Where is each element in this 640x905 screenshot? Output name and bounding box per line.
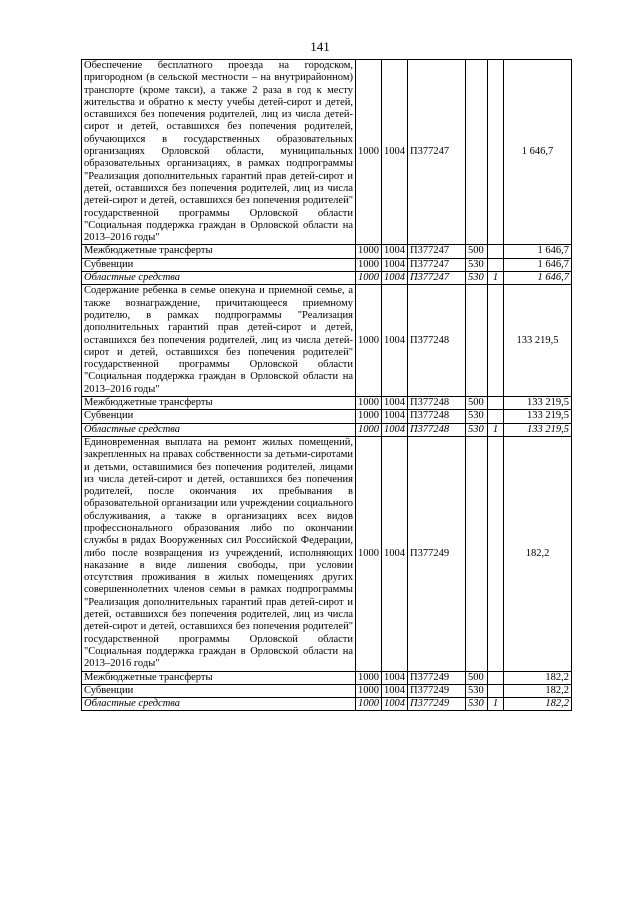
table-row [82, 245, 572, 258]
section-code: 1000 [356, 285, 382, 397]
target-code: П377249 [408, 698, 466, 711]
subsection-code: 1004 [382, 698, 408, 711]
table-row [82, 436, 572, 671]
amount: 1 646,7 [504, 272, 572, 285]
target-code: П377247 [408, 60, 466, 245]
row-description: Обеспечение бесплатного проезда на городском, пригородном (в сельской местности – на внутрирайонном) транспорте (кроме такси), а также 2 раза в год к месту жительства и обратно к месту учебы детей-сирот и детей, оставшихся без попечения родителей, лиц из числа детей-сирот и детей, оставшихся без попечения родителей, обучающихся в государственных образовательных организациях Орловской области, муниципальных образовательных организациях, в рамках подпрограммы "Реализация дополнительных гарантий прав детей-сирот и детей, оставшихся без попечения родителей, лиц из числа детей-сирот и детей, оставшихся без попечения родителей" государственной программы Орловской области "Социальная поддержка граждан в Орловской области на 2013–2016 годы" [82, 60, 356, 245]
source-code [488, 671, 504, 684]
section-code: 1000 [356, 698, 382, 711]
amount: 1 646,7 [504, 258, 572, 271]
amount: 133 219,5 [504, 410, 572, 423]
table-row [82, 671, 572, 684]
section-code: 1000 [356, 684, 382, 697]
subsection-code: 1004 [382, 436, 408, 671]
source-code [488, 397, 504, 410]
subsection-code: 1004 [382, 245, 408, 258]
row-name: Межбюджетные трансферты [82, 671, 356, 684]
expense-type: 500 [466, 245, 488, 258]
amount: 182,2 [504, 684, 572, 697]
source-code [488, 684, 504, 697]
table-row [82, 423, 572, 436]
subsection-code: 1004 [382, 684, 408, 697]
target-code: П377248 [408, 423, 466, 436]
amount: 1 646,7 [504, 245, 572, 258]
row-name: Субвенции [82, 684, 356, 697]
table-row [82, 258, 572, 271]
table-row [82, 684, 572, 697]
page-number: 141 [310, 39, 330, 54]
subsection-code: 1004 [382, 272, 408, 285]
subsection-code: 1004 [382, 258, 408, 271]
section-code: 1000 [356, 397, 382, 410]
section-code: 1000 [356, 671, 382, 684]
expense-type: 530 [466, 423, 488, 436]
expense-type: 500 [466, 397, 488, 410]
target-code: П377247 [408, 245, 466, 258]
expense-type: 530 [466, 410, 488, 423]
target-code: П377247 [408, 258, 466, 271]
table-row [82, 60, 572, 245]
expense-type: 530 [466, 684, 488, 697]
source-code: 1 [488, 423, 504, 436]
source-code [488, 245, 504, 258]
source-code [488, 60, 504, 245]
row-name: Субвенции [82, 410, 356, 423]
table-row [82, 285, 572, 397]
table-row [82, 410, 572, 423]
subsection-code: 1004 [382, 410, 408, 423]
section-code: 1000 [356, 258, 382, 271]
subsection-code: 1004 [382, 60, 408, 245]
row-name: Областные средства [82, 423, 356, 436]
amount: 133 219,5 [504, 285, 572, 397]
section-code: 1000 [356, 436, 382, 671]
amount: 133 219,5 [504, 397, 572, 410]
row-name: Межбюджетные трансферты [82, 397, 356, 410]
table-row [82, 397, 572, 410]
table-row [82, 698, 572, 711]
row-description: Содержание ребенка в семье опекуна и приемной семье, а также вознаграждение, причитающееся приемному родителю, в рамках подпрограммы "Реализация дополнительных гарантий прав детей-сирот и детей, оставшихся без попечения родителей, лиц из числа детей-сирот и детей, оставшихся без попечения родителей" государственной программы Орловской области "Социальная поддержка граждан в Орловской области на 2013–2016 годы" [82, 285, 356, 397]
section-code: 1000 [356, 245, 382, 258]
row-name: Областные средства [82, 272, 356, 285]
source-code [488, 436, 504, 671]
section-code: 1000 [356, 410, 382, 423]
expense-type [466, 436, 488, 671]
subsection-code: 1004 [382, 285, 408, 397]
target-code: П377249 [408, 671, 466, 684]
row-name: Областные средства [82, 698, 356, 711]
expense-type: 530 [466, 272, 488, 285]
amount: 182,2 [504, 671, 572, 684]
row-name: Субвенции [82, 258, 356, 271]
expense-type [466, 285, 488, 397]
source-code [488, 258, 504, 271]
target-code: П377249 [408, 684, 466, 697]
target-code: П377249 [408, 436, 466, 671]
row-description: Единовременная выплата на ремонт жилых помещений, закрепленных на правах собственности за детьми-сиротами и детьми, оставшимися без попечения родителей, лицами из числа детей-сирот и детей, оставшихся без попечения родителей, после окончания их пребывания в образовательной организации или учреждении социального обслуживания, а также в организациях всех видов профессионального образования либо по окончании службы в рядах Вооруженных сил Российской Федерации, либо после возвращения из учреждений, исполняющих наказание в виде лишения свободы, при условии отсутствия проживания в жилых помещениях других совершеннолетних членов семьи в рамках подпрограммы "Реализация дополнительных гарантий прав детей-сирот и детей, оставшихся без попечения родителей, лиц из числа детей-сирот и детей, оставшихся без попечения родителей" государственной программы Орловской области "Социальная поддержка граждан в Орловской области на 2013–2016 годы" [82, 436, 356, 671]
source-code: 1 [488, 272, 504, 285]
table-row [82, 272, 572, 285]
source-code [488, 410, 504, 423]
target-code: П377248 [408, 285, 466, 397]
source-code [488, 285, 504, 397]
section-code: 1000 [356, 423, 382, 436]
section-code: 1000 [356, 60, 382, 245]
expense-type [466, 60, 488, 245]
expense-type: 530 [466, 258, 488, 271]
budget-table [81, 59, 572, 711]
subsection-code: 1004 [382, 671, 408, 684]
expense-type: 530 [466, 698, 488, 711]
subsection-code: 1004 [382, 397, 408, 410]
subsection-code: 1004 [382, 423, 408, 436]
target-code: П377248 [408, 397, 466, 410]
target-code: П377247 [408, 272, 466, 285]
amount: 182,2 [504, 698, 572, 711]
target-code: П377248 [408, 410, 466, 423]
row-name: Межбюджетные трансферты [82, 245, 356, 258]
amount: 1 646,7 [504, 60, 572, 245]
amount: 133 219,5 [504, 423, 572, 436]
expense-type: 500 [466, 671, 488, 684]
section-code: 1000 [356, 272, 382, 285]
amount: 182,2 [504, 436, 572, 671]
source-code: 1 [488, 698, 504, 711]
